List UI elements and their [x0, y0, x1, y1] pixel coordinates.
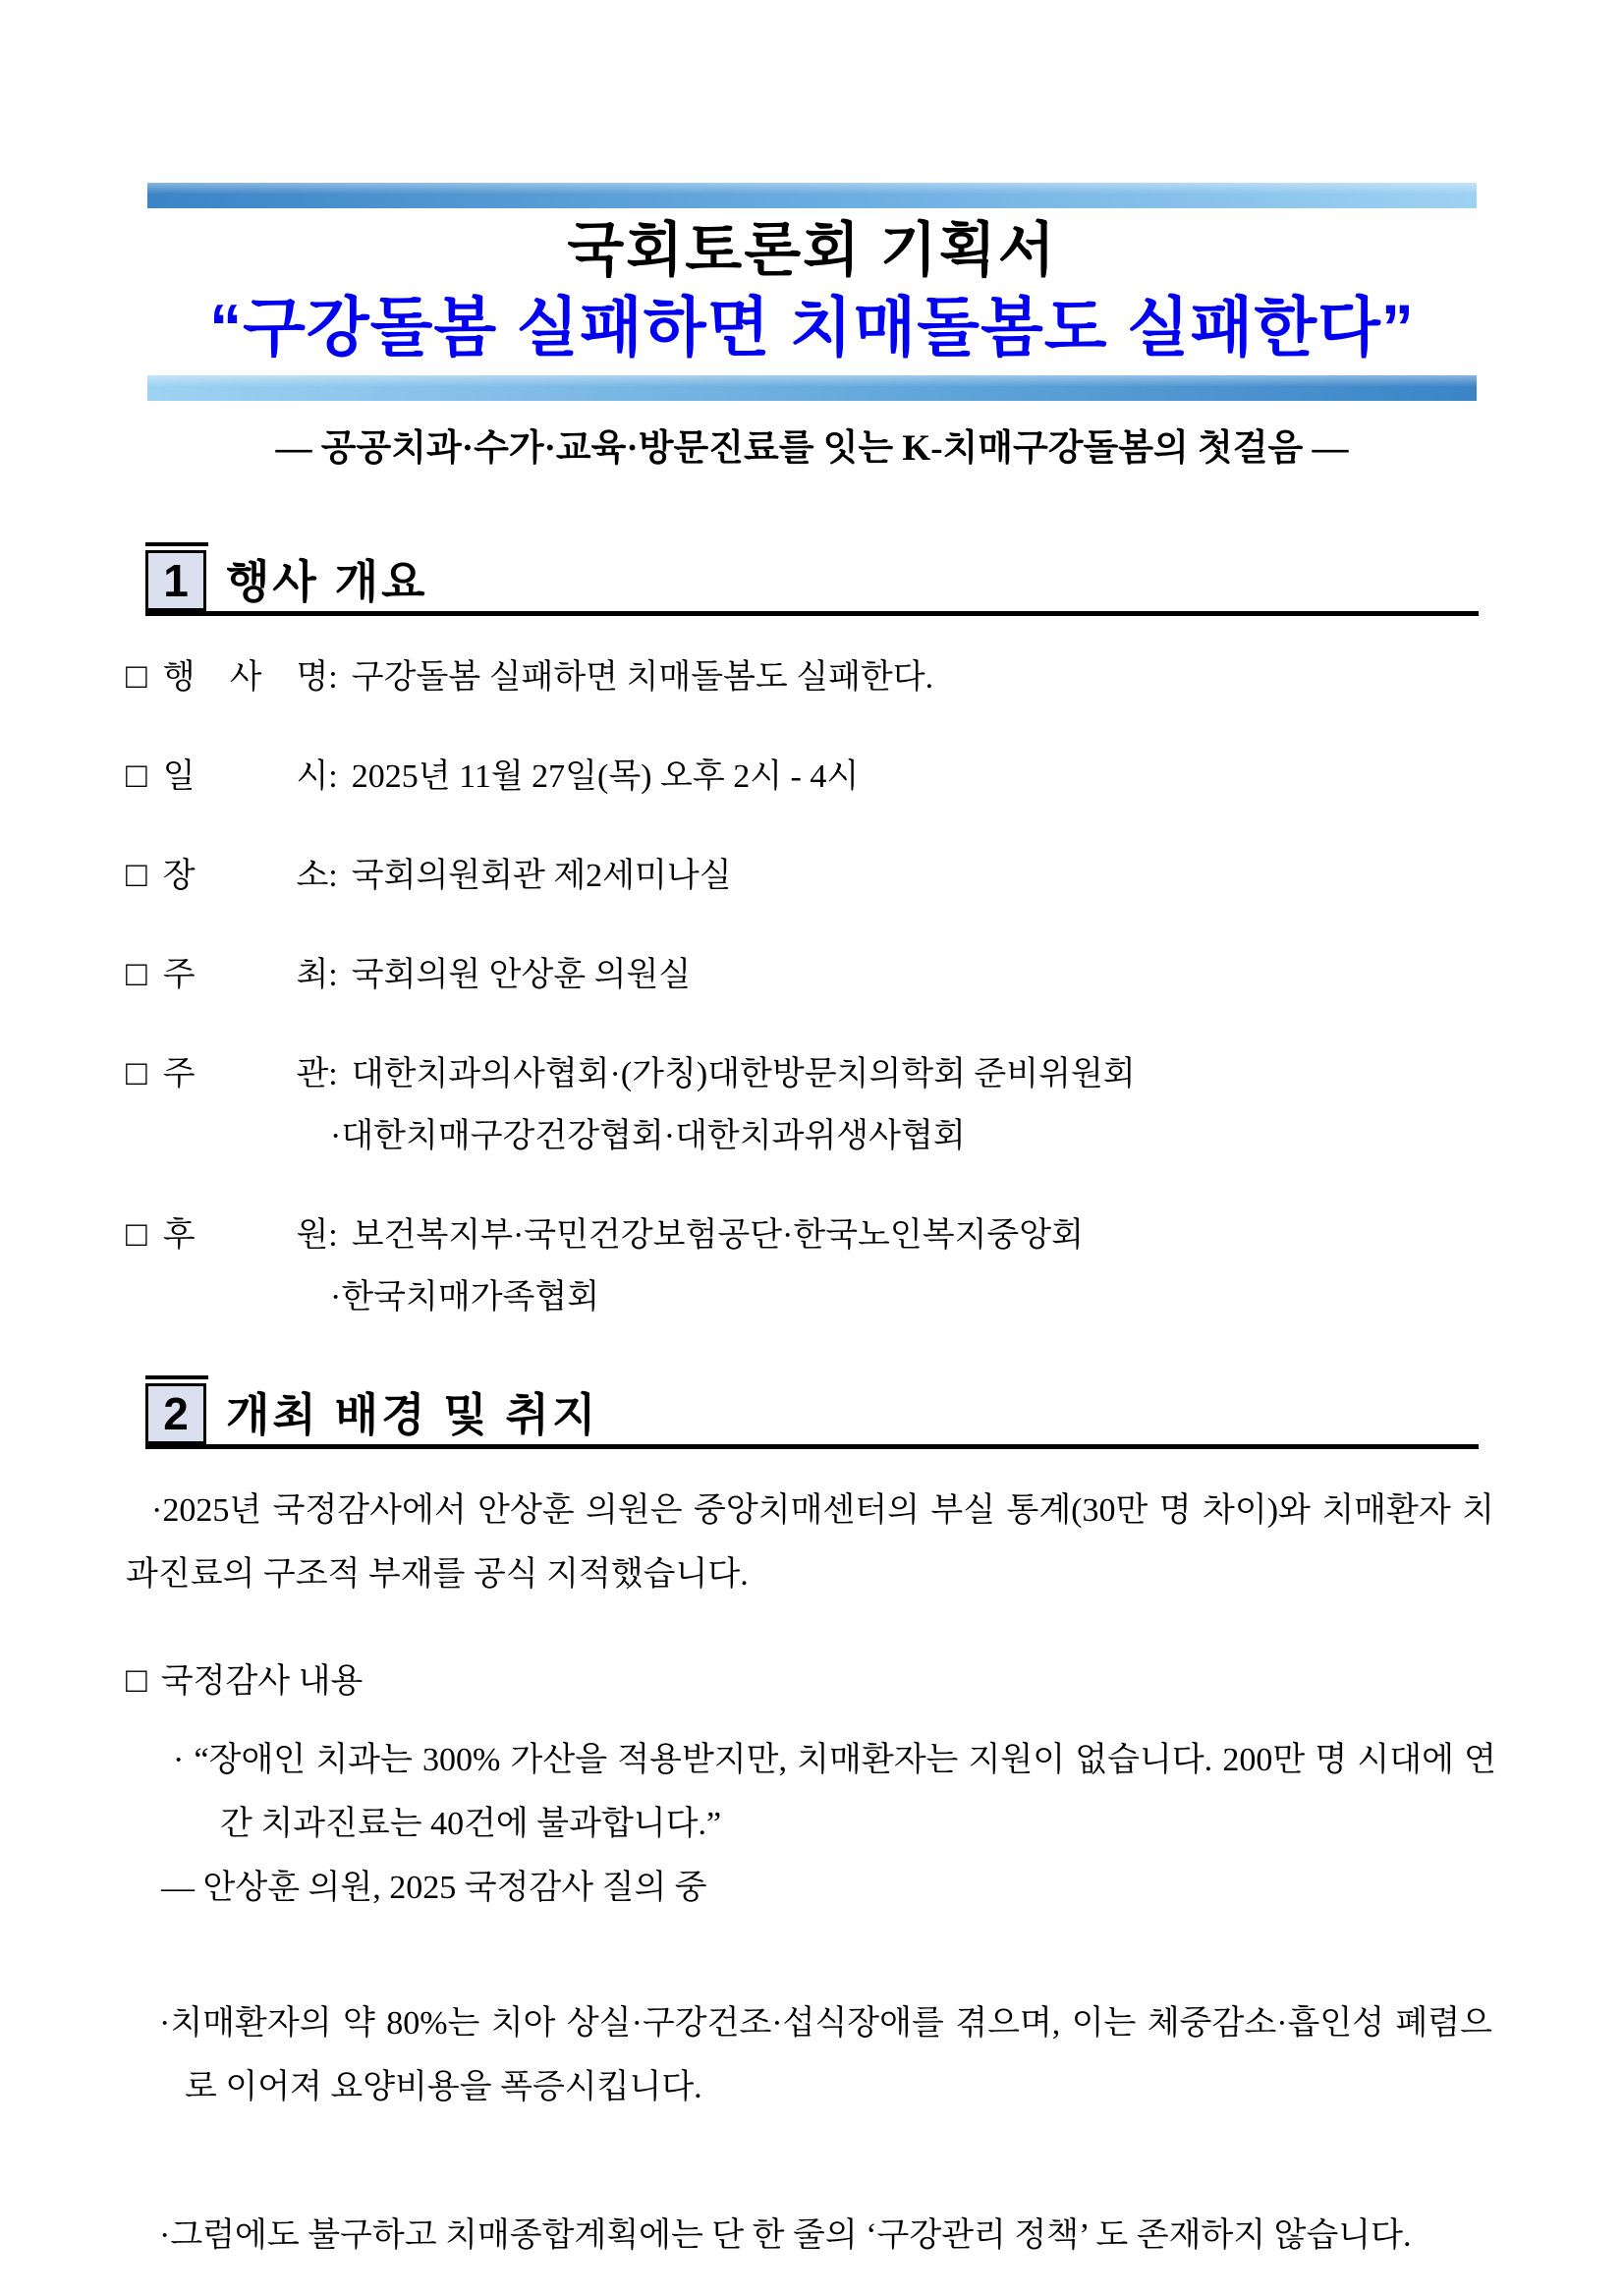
event-organizer-row — [126, 1042, 1498, 1105]
event-overview-list — [126, 645, 1498, 1328]
section-1-title: 행사 개요 — [226, 556, 428, 607]
statistic-bullet-paragraph: ·치매환자의 약 80%는 치아 상실·구강건조·섭식장애를 겪으며, 이는 체중감소·흡인성 폐렴으로 이어져 요양비용을 폭증시킵니다. — [159, 2005, 1492, 2105]
item-value: 2025년 11월 27일(목) 오후 2시 - 4시 — [351, 758, 860, 795]
main-title: “구강돌봄 실패하면 치매돌봄도 실패한다” — [209, 291, 1415, 364]
item-value: 구강돌봄 실패하면 치매돌봄도 실패한다. — [351, 659, 934, 696]
bottom-gradient-bar — [147, 375, 1477, 401]
document-type-title: 국회토론회 기획서 — [567, 217, 1057, 283]
top-gradient-bar — [147, 183, 1477, 208]
item-value: 국회의원회관 제2세미나실 — [351, 858, 732, 894]
section-1-number-box — [145, 550, 206, 611]
item-value: 대한치과의사협회·(가칭)대한방문치의학회 준비위원회 — [351, 1056, 1136, 1092]
checkbox-bullet-icon: □ — [126, 756, 147, 795]
audit-content-heading — [126, 1657, 1498, 1705]
event-sponsor-row — [126, 1204, 1498, 1266]
item-value: 보건복지부·국민건강보험공단·한국노인복지중앙회 — [351, 1217, 1084, 1254]
section-1-header — [145, 550, 1479, 616]
quote-attribution: — 안상훈 의원, 2025 국정감사 질의 중 — [161, 1870, 707, 1906]
checkbox-bullet-icon: □ — [126, 1053, 147, 1092]
section-2-header — [145, 1383, 1479, 1449]
event-sponsor-continued: ·한국치매가족협회 — [330, 1279, 600, 1316]
section-2-title: 개최 배경 및 취지 — [226, 1389, 599, 1440]
item-label: 장 소: — [162, 858, 338, 894]
audit-heading-label: 국정감사 내용 — [160, 1663, 364, 1700]
event-datetime-row — [126, 745, 1498, 808]
subtitle: — 공공치과·수가·교육·방문진료를 잇는 K-치매구강돌봄의 첫걸음 — — [275, 428, 1349, 469]
section-1-number: 1 — [163, 555, 189, 606]
item-label: 주 관: — [162, 1056, 338, 1092]
item-label: 일 시: — [162, 758, 338, 795]
checkbox-bullet-icon: □ — [126, 1660, 147, 1700]
event-organizer-continued: ·대한치매구강건강협회·대한치과위생사협회 — [330, 1118, 966, 1154]
checkbox-bullet-icon: □ — [126, 954, 147, 993]
item-value: 국회의원 안상훈 의원실 — [351, 957, 692, 993]
checkbox-bullet-icon: □ — [126, 656, 147, 696]
background-intro-paragraph: ·2025년 국정감사에서 안상훈 의원은 중앙치매센터의 부실 통계(30만 명 차이)와 치매환자 치과진료의 구조적 부재를 공식 지적했습니다. — [126, 1492, 1494, 1593]
event-name-row — [126, 645, 1498, 708]
event-host-row — [126, 943, 1498, 1006]
event-place-row — [126, 844, 1498, 907]
section-2-number: 2 — [163, 1388, 189, 1439]
item-label: 행 사 명: — [162, 659, 338, 696]
policy-gap-bullet-paragraph: ·그럼에도 불구하고 치매종합계획에는 단 한 줄의 ‘구강관리 정책’ 도 존재하지 않습니다. — [159, 2217, 1412, 2254]
item-label: 주 최: — [162, 957, 338, 993]
item-label: 후 원: — [162, 1217, 338, 1254]
section-2-number-box — [145, 1383, 206, 1444]
audit-quote-paragraph: · “장애인 치과는 300% 가산을 적용받지만, 치매환자는 지원이 없습니다. 200만 명 시대에 연간 치과진료는 40건에 불과합니다.” — [173, 1742, 1496, 1842]
checkbox-bullet-icon: □ — [126, 1214, 147, 1254]
checkbox-bullet-icon: □ — [126, 855, 147, 894]
